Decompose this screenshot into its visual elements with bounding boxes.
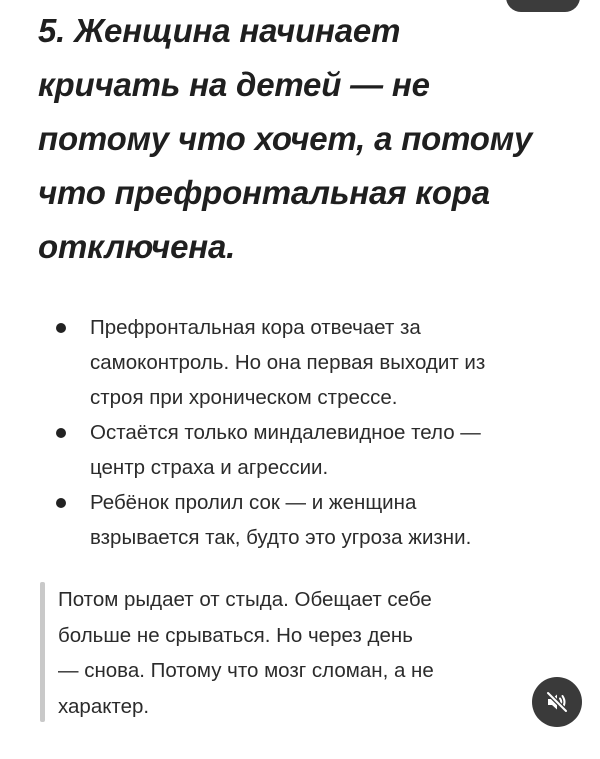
list-item-text: строя при хроническом стрессе.: [90, 386, 398, 409]
quote-line: больше не срываться. Но через день: [58, 623, 413, 647]
bullet-dot-icon: [56, 323, 66, 333]
bullet-list: [52, 310, 572, 555]
list-item-text: самоконтроль. Но она первая выходит из: [90, 351, 486, 374]
blockquote: [40, 582, 520, 722]
heading-line: 5. Женщина начинает: [38, 12, 401, 49]
quote-bar: [40, 582, 45, 722]
quote-line: Потом рыдает от стыда. Обещает себе: [58, 588, 432, 611]
quote-line: характер.: [58, 694, 150, 718]
list-item-text: Остаётся только миндалевидное тело —: [90, 421, 481, 444]
list-item-text: Префронтальная кора отвечает за: [90, 316, 421, 339]
list-item: [52, 310, 572, 415]
list-item-text: Ребёнок пролил сок — и женщина: [90, 491, 417, 514]
heading-line: потому что хочет, а потому: [38, 120, 533, 157]
heading-line: отключена.: [38, 228, 236, 265]
speaker-muted-icon: [544, 689, 570, 715]
quote-text: [58, 582, 518, 724]
bullet-dot-icon: [56, 428, 66, 438]
list-item: [52, 485, 572, 555]
quote-line: — снова. Потому что мозг сломан, а не: [58, 659, 434, 682]
list-item-text: центр страха и агрессии.: [90, 456, 329, 479]
list-item: [52, 415, 572, 485]
bullet-dot-icon: [56, 498, 66, 508]
list-item-text: взрывается так, будто это угроза жизни.: [90, 526, 472, 549]
mute-button[interactable]: [532, 677, 582, 727]
section-heading: [38, 4, 578, 274]
heading-line: что префронтальная кора: [38, 174, 490, 211]
heading-line: кричать на детей — не: [38, 66, 430, 103]
